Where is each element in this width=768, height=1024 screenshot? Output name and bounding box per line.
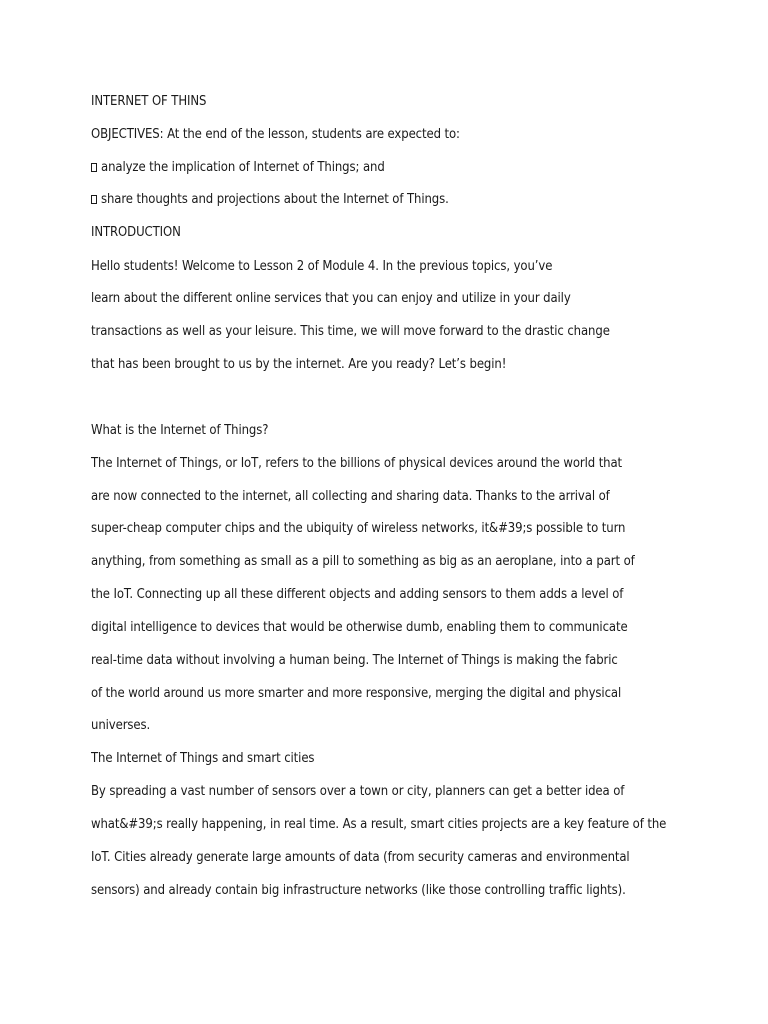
paragraph-line: learn about the different online services that you can enjoy and utilize in your daily: [91, 291, 571, 306]
paragraph-line: sensors) and already contain big infrastructure networks (like those controlling traffic lights).: [91, 883, 626, 898]
paragraph-line: IoT. Cities already generate large amounts of data (from security cameras and environmental: [91, 850, 630, 865]
paragraph-line: The Internet of Things, or IoT, refers to the billions of physical devices around the world that: [91, 456, 623, 471]
objective-item: [91, 160, 385, 176]
paragraph-line: digital intelligence to devices that would be otherwise dumb, enabling them to communicate: [91, 620, 628, 635]
paragraph-line: Hello students! Welcome to Lesson 2 of Module 4. In the previous topics, you’ve: [91, 259, 553, 274]
bullet-box-icon: [91, 195, 97, 204]
section-heading: What is the Internet of Things?: [91, 423, 269, 438]
paragraph-line: what&#39;s really happening, in real time. As a result, smart cities projects are a key feature of the: [91, 817, 667, 832]
paragraph-line: the IoT. Connecting up all these different objects and adding sensors to them adds a level of: [91, 587, 624, 602]
document-title: INTERNET OF THINS: [91, 94, 207, 109]
section-heading: The Internet of Things and smart cities: [91, 751, 315, 766]
paragraph-line: real-time data without involving a human being. The Internet of Things is making the fabric: [91, 653, 618, 668]
paragraph-line: super-cheap computer chips and the ubiquity of wireless networks, it&#39;s possible to turn: [91, 521, 626, 536]
paragraph-line: are now connected to the internet, all collecting and sharing data. Thanks to the arrival of: [91, 489, 610, 504]
paragraph-line: of the world around us more smarter and more responsive, merging the digital and physical: [91, 686, 622, 701]
paragraph-line: universes.: [91, 718, 151, 733]
objective-text: share thoughts and projections about the Internet of Things.: [101, 192, 449, 207]
paragraph-line: anything, from something as small as a pill to something as big as an aeroplane, into a part of: [91, 554, 635, 569]
paragraph-line: By spreading a vast number of sensors over a town or city, planners can get a better idea of: [91, 784, 625, 799]
paragraph-line: transactions as well as your leisure. This time, we will move forward to the drastic change: [91, 324, 610, 339]
objectives-heading: OBJECTIVES: At the end of the lesson, students are expected to:: [91, 127, 460, 142]
objective-text: analyze the implication of Internet of Things; and: [101, 160, 385, 175]
bullet-box-icon: [91, 163, 97, 172]
paragraph-line: that has been brought to us by the internet. Are you ready? Let’s begin!: [91, 357, 507, 372]
objective-item: [91, 192, 449, 208]
introduction-heading: INTRODUCTION: [91, 225, 181, 240]
